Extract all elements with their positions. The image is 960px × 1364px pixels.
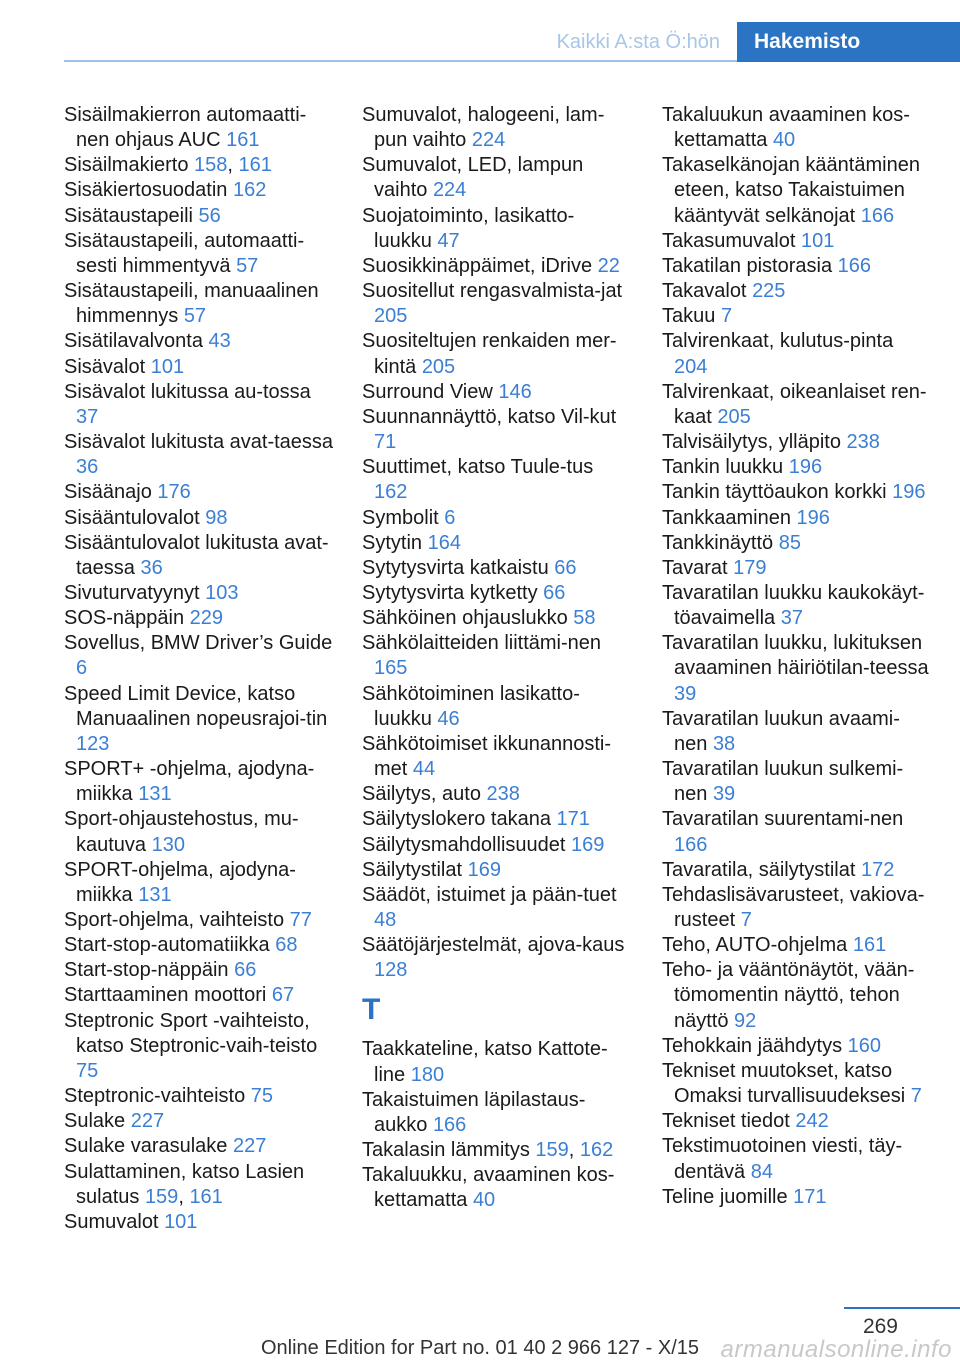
page-link[interactable]: 37 [76,405,99,428]
index-term: Sähkötoimiset ikkunannosti‐met [362,732,612,781]
index-term: Tekstimuotoinen viesti, täy‐dentävä [662,1135,903,1183]
page-link[interactable]: 22 [597,254,620,277]
index-term: Takaselkänojan kääntäminen eteen, katso Takaistuimen kääntyvät selkänojat [662,154,920,227]
section-letter: T [362,993,381,1027]
index-entry [64,933,334,958]
index-entry [362,204,632,254]
index-entry [662,329,932,379]
index-term: Talvirenkaat, oikeanlaiset ren‐kaat [662,380,927,428]
index-term: Sisävalot lukitusta avat‐taessa [64,431,334,454]
index-entry [662,1134,932,1184]
page-link[interactable]: 204 [674,355,708,378]
index-entry [662,581,932,631]
index-entry [362,380,632,405]
page-link[interactable]: 131 [138,783,172,806]
index-term: Sisäkiertosuodatin [64,179,233,202]
page-link[interactable]: 166 [674,833,708,856]
page-link[interactable]: 44 [412,758,436,781]
index-entry [662,757,932,807]
page-link[interactable]: 123 [76,732,110,755]
page-link[interactable]: 40 [772,129,796,152]
index-entry [362,606,632,631]
page-link[interactable]: 242 [795,1110,829,1133]
index-term: Start-stop-automatiikka [64,934,276,957]
page-link[interactable]: 67 [271,984,295,1007]
index-entry [64,329,334,354]
index-entry [64,480,334,505]
index-entry [662,1185,932,1210]
page-link[interactable]: 85 [778,531,801,554]
index-term: Suosikkinäppäimet, iDrive [362,254,598,277]
index-entry [64,606,334,631]
index-term: Säilytyslokero takana [362,808,557,831]
index-term: Teho- ja vääntönäytöt, vään‐tömomentin näyttö, tehon näyttö [662,959,915,1032]
index-term: Tankkinäyttö [662,531,779,554]
index-term: Sovellus, BMW Driver’s Guide [64,632,333,655]
page-link[interactable]: 128 [374,959,408,982]
index-term: Sumuvalot [64,1210,165,1233]
index-term: Takuu [662,305,721,328]
index-term: Symbolit [362,506,445,529]
page-link[interactable]: 166 [432,1113,467,1136]
index-term: Tavaratilan luukku kaukokäyt‐töavaimella [662,581,925,630]
index-term: Steptronic Sport -vaihteisto, katso Steptronic-vaih‐teisto [64,1009,318,1057]
page-link[interactable]: 169 [467,858,501,881]
section-title: Kaikki A:sta Ö:hön [556,31,720,53]
index-term: Tavaratilan luukun avaami‐nen [662,707,900,755]
index-term: Taakkateline, katso Kattote‐line [362,1038,608,1086]
page-link[interactable]: 66 [554,556,577,579]
page-link[interactable]: 225 [752,280,786,303]
index-term: Takalasin lämmitys [362,1139,536,1162]
index-term: Tavaratilan luukku, lukituksen avaaminen häiriötilan‐teessa [662,632,929,680]
page-link[interactable]: 36 [140,556,163,579]
page-link[interactable]: 166 [837,254,872,277]
page-link[interactable]: 196 [892,481,926,504]
page-link[interactable]: 56 [198,204,221,227]
index-term: Tekniset muutokset, katso Omaksi turvallisuudeksesi [662,1059,911,1108]
index-entry [662,858,932,883]
index-term: Sähkötoiminen lasikatto-luukku [362,682,580,730]
page-link[interactable]: 92 [734,1009,757,1032]
page-link[interactable]: 169 [571,833,605,856]
index-entry [64,908,334,933]
index-term: Säilytysmahdollisuudet [362,833,571,856]
index-term: Säilytys, auto [362,783,487,806]
page-link[interactable]: 179 [733,556,767,579]
page-link[interactable]: 196 [788,456,823,479]
index-entry [64,958,334,983]
page-link[interactable]: 101 [150,355,185,378]
page-link[interactable]: 66 [234,959,257,982]
index-entry [64,355,334,380]
index-entry [662,279,932,304]
index-term: Sisätaustapeili, automaatti‐sesti himmentyvä [64,229,305,277]
page-link[interactable]: 7 [740,909,752,931]
index-term: Takaistuimen läpilastaus‐aukko [362,1088,586,1136]
page-link[interactable]: 57 [236,254,259,277]
page-link[interactable]: 196 [796,506,830,529]
page-link[interactable]: 227 [130,1110,165,1133]
index-term: Takasumuvalot [662,229,801,252]
index-entry [662,1059,932,1109]
index-entry [662,103,932,153]
index-entry [64,682,334,757]
index-term: Säädöt, istuimet ja pään‐tuet [362,883,617,906]
index-term: Teline juomille [662,1185,794,1208]
page-link[interactable]: 6 [444,506,456,529]
page-link[interactable]: 46 [437,707,460,730]
index-term: Sulake varasulake [64,1135,233,1158]
page-link[interactable]: 238 [846,431,880,454]
index-term: Start-stop-näppäin [64,959,235,982]
index-entry [362,329,632,379]
index-entry [662,254,932,279]
page-link[interactable]: 180 [410,1063,445,1086]
index-term: Suojatoiminto, lasikatto-luukku [362,204,575,252]
index-entry [362,883,632,933]
index-term: Talvirenkaat, kulutus‐pinta [662,330,894,353]
index-entry [362,833,632,858]
index-entry [362,531,632,556]
watermark: armanualsonline.info [720,1336,952,1363]
index-entry [64,279,334,329]
index-entry [64,1009,334,1084]
index-term: Sisätaustapeili [64,204,199,227]
index-term: Sivuturvatyynyt [64,581,206,604]
page-link[interactable]: 159 [535,1139,569,1162]
page-link[interactable]: 101 [800,229,835,252]
index-entry [662,153,932,228]
index-entry [362,732,632,782]
index-entry [64,229,334,279]
page-link[interactable]: 161 [852,934,887,957]
index-entry [64,1134,334,1159]
page-link[interactable]: 158 [194,154,228,177]
index-entry: Sisäilmakierto 158, 161 [64,154,272,177]
page-link[interactable]: 130 [151,833,185,856]
page-link[interactable]: 161 [226,129,260,152]
index-term: Takatilan pistorasia [662,254,838,277]
index-entry [64,757,334,807]
page-link[interactable]: 171 [793,1185,827,1208]
index-entry [362,631,632,681]
index-term: Sytytin [362,531,428,554]
index-entry [362,405,632,455]
index-entry [362,506,632,531]
index-entry [64,531,334,581]
index-term: Säilytystilat [362,858,468,881]
index-term: Sähköinen ohjauslukko [362,607,574,630]
page-link[interactable]: 57 [183,305,207,328]
index-entry [362,858,632,883]
index-term: Sähkölaitteiden liittämi‐nen [362,632,602,655]
index-entry [64,1109,334,1134]
index-entry [662,707,932,757]
index-term: Suositellut rengasvalmista‐jat [362,280,623,303]
index-entry [662,304,932,329]
index-term: Säätöjärjestelmät, ajova‐kaus [362,934,625,957]
index-entry [64,983,334,1008]
page-link[interactable]: 47 [437,229,460,252]
index-term: Tavaratilan suurentami‐nen [662,808,904,831]
page-link[interactable]: 205 [717,405,751,428]
index-entry [64,103,334,153]
index-entry: Sulattaminen, katso Lasien sulatus 159, 161 [64,1160,305,1208]
index-entry [362,782,632,807]
page-link[interactable]: 71 [374,431,397,454]
index-entry [662,883,932,933]
index-term: Sulattaminen, katso Lasien sulatus [64,1160,305,1208]
page-link[interactable]: 224 [432,179,467,202]
page-link[interactable]: 75 [76,1059,99,1082]
page-link[interactable]: 40 [472,1189,496,1212]
index-term: SOS-näppäin [64,607,190,630]
index-entry [662,1109,932,1134]
index-entry [362,556,632,581]
index-entry [662,1034,932,1059]
index-term: Takavalot [662,280,753,303]
index-term: Tekniset tiedot [662,1110,796,1133]
index-term: Talvisäilytys, ylläpito [662,431,847,454]
page-link[interactable]: 7 [910,1085,922,1108]
index-term: Sulake [64,1110,131,1133]
index-term: Speed Limit Device, katso Manuaalinen nopeusrajoi‐tin [64,682,328,730]
page-link[interactable]: 171 [556,808,590,831]
page-link[interactable]: 75 [250,1085,274,1108]
index-term: Sisääntulovalot [64,506,206,529]
index-term: Sisäänajo [64,481,158,504]
footer-rule [844,1307,960,1309]
index-term: Tehokkain jäähdytys [662,1034,848,1057]
index-entry [662,480,932,505]
page-link[interactable]: 205 [421,355,456,378]
index-entry [362,1088,632,1138]
index-term: Sisäilmakierron automaatti‐nen ohjaus AUC [64,104,307,152]
index-term: Sumuvalot, halogeeni, lam‐pun vaihto [362,104,605,152]
page-link[interactable]: 160 [847,1034,882,1057]
page-link[interactable]: 43 [208,330,231,353]
index-entry [362,581,632,606]
page-link[interactable]: 165 [374,657,408,680]
index-term: Tankkaaminen [662,506,797,529]
index-term: Sumuvalot, LED, lampun vaihto [362,154,584,202]
index-entry [64,178,334,203]
page-link[interactable]: 164 [427,531,461,554]
index-column-2 [362,103,632,1214]
index-entry [662,531,932,556]
index-entry [362,279,632,329]
page-link[interactable]: 131 [138,883,172,906]
page-link[interactable]: 162 [579,1139,614,1162]
index-entry [64,581,334,606]
page-link[interactable]: 205 [374,305,408,328]
edition-note: Online Edition for Part no. 01 40 2 966 127 - X/15 [260,1337,700,1359]
index-term: SPORT-ohjelma, ajodyna‐miikka [64,858,296,906]
index-entry [662,556,932,581]
page-link[interactable]: 39 [712,783,736,806]
index-term: Tavaratilan luukun sulkemi‐nen [662,758,904,806]
index-entry [662,455,932,480]
index-term: Teho, AUTO-ohjelma [662,934,853,957]
index-term: Surround View [362,380,499,403]
index-term: Suuttimet, katso Tuule‐tus [362,456,594,479]
index-term: Tavaratila, säilytystilat [662,858,861,881]
index-entry [64,430,334,480]
index-term: Tavarat [662,556,734,579]
index-entry [362,933,632,983]
index-entry [64,204,334,229]
index-term: Sisäilmakierto [64,154,195,177]
index-entry [662,430,932,455]
index-term: Tankin täyttöaukon korkki [662,481,893,504]
page-link[interactable]: 101 [164,1210,198,1233]
page-link[interactable]: 37 [780,607,803,630]
page-link[interactable]: 103 [205,581,239,604]
page-number: 269 [862,1315,898,1338]
page-link[interactable]: 224 [471,129,506,152]
index-term: Sytytysvirta kytketty [362,581,544,604]
index-entry [362,682,632,732]
index-entry [64,1210,334,1235]
index-entry [662,958,932,1033]
index-entry: Takalasin lämmitys 159, 162 [362,1139,614,1162]
index-term: Takaluukun avaaminen kos‐kettamatta [662,104,910,152]
index-term: Tehdaslisävarusteet, vakiova‐rusteet [662,883,925,931]
index-term: Steptronic-vaihteisto [64,1085,251,1108]
index-term: SPORT+ -ohjelma, ajodyna‐miikka [64,758,315,806]
index-entry [662,506,932,531]
index-column-1 [64,103,334,1235]
page-link[interactable]: 161 [189,1185,223,1208]
page-link[interactable]: 77 [289,909,312,931]
index-term: Sisävalot lukitussa au‐tossa [64,380,311,403]
page-link[interactable]: 172 [860,858,895,881]
index-entry [662,933,932,958]
index-entry [64,506,334,531]
index-term: Sisätilavalvonta [64,330,209,353]
page-link[interactable]: 162 [232,179,267,202]
page-link[interactable]: 84 [750,1160,773,1183]
index-entry [64,807,334,857]
tab-hakemisto[interactable]: Hakemisto [737,22,960,62]
index-term: Sport-ohjaustehostus, mu‐kautuva [64,808,299,856]
page-link[interactable]: 238 [486,783,520,806]
page-link[interactable]: 229 [189,607,224,630]
index-term: Suositeltujen renkaiden mer‐kintä [362,330,617,378]
index-entry [662,631,932,706]
index-entry [362,807,632,832]
page-link[interactable]: 159 [144,1185,179,1208]
index-entry [64,858,334,908]
index-term: Sisääntulovalot lukitusta avat‐taessa [64,531,329,579]
page-link[interactable]: 6 [76,657,88,680]
index-entry [362,455,632,505]
index-term: Tankin luukku [662,456,789,479]
page-link[interactable]: 98 [205,506,228,529]
index-term: Sisätaustapeili, manuaalinen himmennys [64,280,319,328]
index-entry [362,1163,632,1213]
page-link[interactable]: 227 [232,1135,267,1158]
index-term: Suunnannäyttö, katso Vil‐kut [362,405,617,428]
page-link[interactable]: 39 [674,682,697,705]
page-link[interactable]: 176 [157,481,191,504]
index-term: Sport-ohjelma, vaihteisto [64,909,290,931]
page-link[interactable]: 162 [374,481,408,504]
index-entry [662,807,932,857]
index-entry [64,380,334,430]
page-link[interactable]: 66 [543,581,566,604]
index-entry [362,153,632,203]
index-entry [362,1037,632,1087]
page-link[interactable]: 161 [238,154,272,177]
page-link[interactable]: 146 [498,380,532,403]
index-entry [362,103,632,153]
page-link[interactable]: 7 [720,305,733,328]
page-link[interactable]: 48 [374,909,397,931]
index-entry [64,631,334,681]
page-link[interactable]: 58 [573,607,596,630]
page-link[interactable]: 38 [712,732,736,755]
page-link[interactable]: 166 [860,204,895,227]
index-term: Sisävalot [64,355,151,378]
page-link[interactable]: 68 [275,934,298,957]
index-column-3 [662,103,932,1210]
index-entry [662,380,932,430]
index-term: Starttaaminen moottori [64,984,272,1007]
index-entry [662,229,932,254]
index-entry [64,1084,334,1109]
index-term: Takaluukku, avaaminen kos‐kettamatta [362,1164,615,1212]
page-link[interactable]: 36 [76,456,99,479]
index-term: Sytytysvirta katkaistu [362,556,555,579]
index-entry [362,254,632,279]
